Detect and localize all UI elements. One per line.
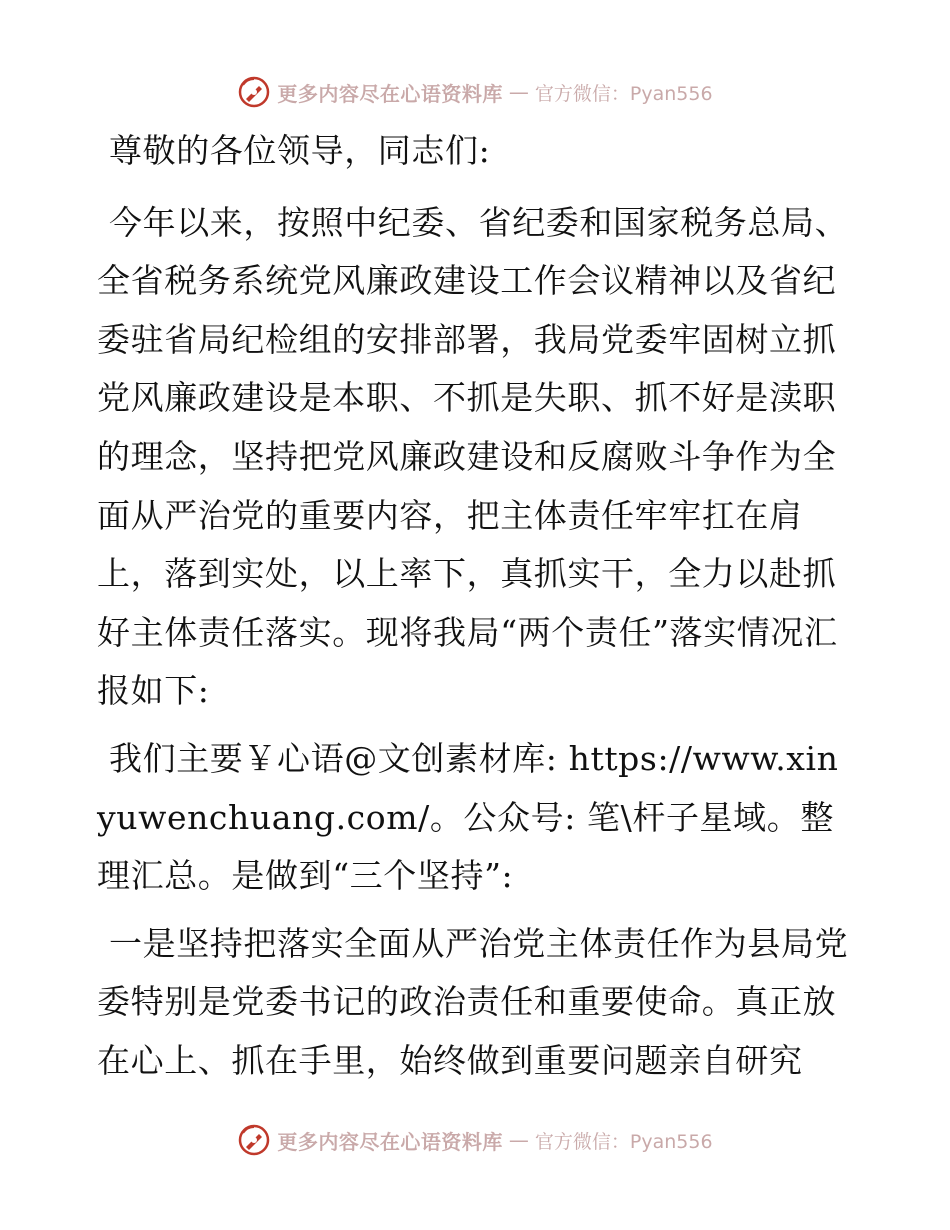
pen-logo-icon — [237, 1123, 271, 1157]
pen-logo-icon — [237, 75, 271, 109]
watermark-main-text: 更多内容尽在心语资料库 — [277, 1129, 503, 1154]
watermark-separator: — — [508, 1128, 529, 1152]
paragraph-intro: 今年以来，按照中纪委、省纪委和国家税务总局、全省税务系统党风廉政建设工作会议精神以及省纪委驻省局纪检组的安排部署，我局党委牢固树立抓党风廉政建设是本职、不抓是失职、抓不好是渎职的理念，坚持把党风廉政建设和反腐败斗争作为全面从严治党的重要内容，把主体责任牢牢扛在肩上，落到实处，以上率下，真抓实干，全力以赴抓好主体责任落实。现将我局“两个责任”落实情况汇报如下: — [97, 202, 849, 711]
document-body — [97, 122, 849, 1091]
paragraph-source: 我们主要￥心语@文创素材库: https://www.xinyuwenchuang.com/。公众号: 笔\杆子星域。整理汇总。是做到“三个坚持”: — [97, 738, 839, 896]
watermark-wechat-text: 官方微信：Pyan556 — [534, 1130, 713, 1153]
paragraph-point-one: 一是坚持把落实全面从严治党主体责任作为县局党委特别是党委书记的政治责任和重要使命。真正放在心上、抓在手里，始终做到重要问题亲自研究 — [97, 923, 849, 1080]
header-watermark — [0, 72, 950, 112]
watermark-separator: — — [508, 80, 529, 104]
salutation: 尊敬的各位领导，同志们: — [109, 131, 491, 170]
watermark-main-text: 更多内容尽在心语资料库 — [277, 81, 503, 106]
watermark-wechat-text: 官方微信：Pyan556 — [534, 82, 713, 105]
footer-watermark — [0, 1120, 950, 1160]
